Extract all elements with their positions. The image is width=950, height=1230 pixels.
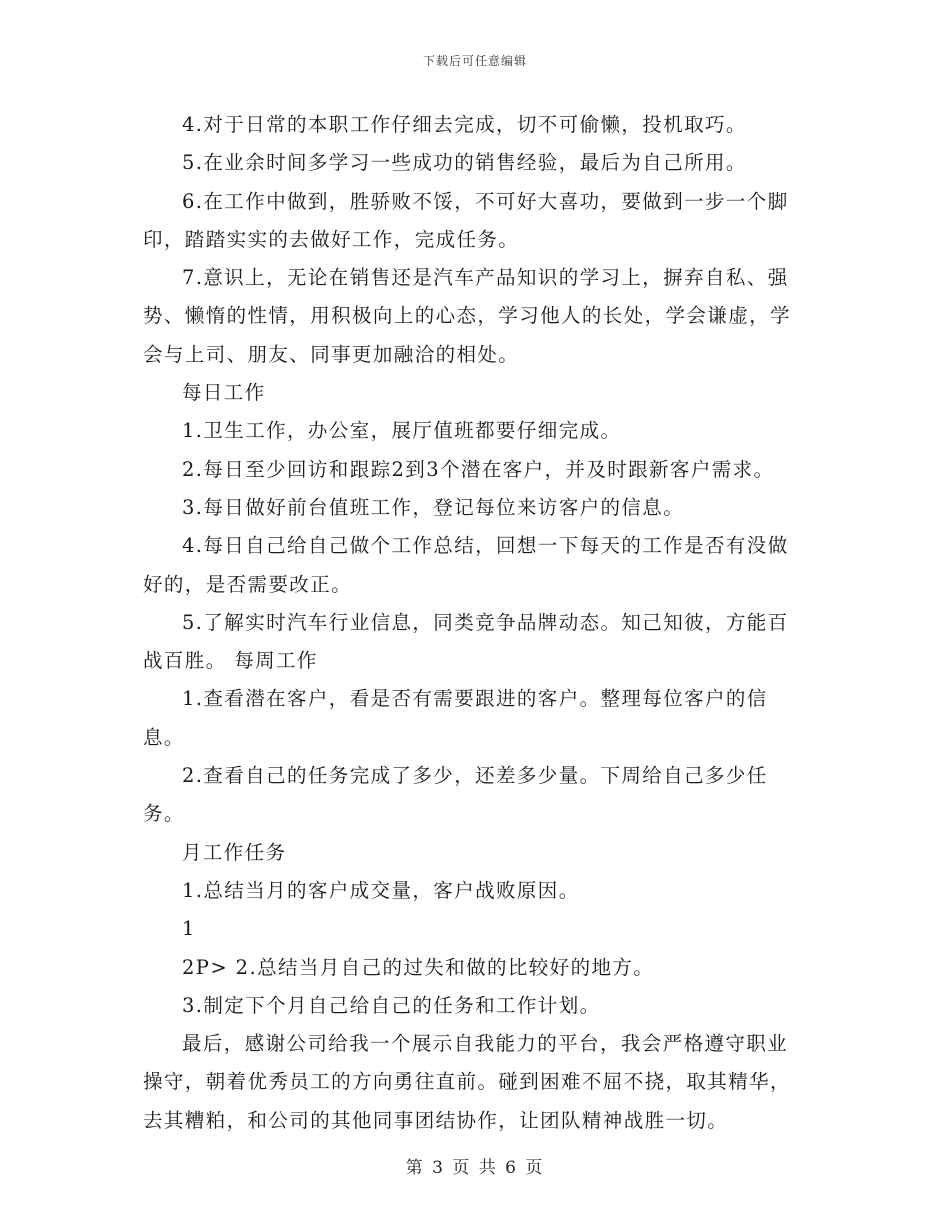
paragraph: 3.制定下个月自己给自己的任务和工作计划。 [182, 993, 601, 1017]
document-body [143, 106, 803, 1140]
paragraph: 2.每日至少回访和跟踪2到3个潜在客户，并及时跟新客户需求。 [182, 457, 775, 481]
paragraph: 5.了解实时汽车行业信息，同类竞争品牌动态。知己知彼，方能百战百胜。 每周工作 [143, 610, 789, 673]
page-number-footer: 第 3 页 共 6 页 [405, 1158, 545, 1178]
paragraph: 2.查看自己的任务完成了多少，还差多少量。下周给自己多少任务。 [143, 764, 768, 826]
paragraph: 1.卫生工作，办公室，展厅值班都要仔细完成。 [182, 419, 622, 443]
section-heading-monthly-tasks: 月工作任务 [182, 840, 287, 864]
paragraph: 4.对于日常的本职工作仔细去完成，切不可偷懒，投机取巧。 [182, 113, 747, 136]
paragraph: 7.意识上，无论在销售还是汽车产品知识的学习上，摒弃自私、强势、懒惰的性情，用积极向上的心态，学习他人的长处，学会谦虚，学会与上司、朋友、同事更加融洽的相处。 [143, 266, 791, 366]
paragraph: 1 [182, 917, 196, 941]
paragraph: 5.在业余时间多学习一些成功的销售经验，最后为自己所用。 [182, 151, 747, 175]
paragraph: 1.总结当月的客户成交量，客户战败原因。 [182, 878, 580, 902]
paragraph: 4.每日自己给自己做个工作总结，回想一下每天的工作是否有没做好的，是否需要改正。 [143, 534, 789, 596]
section-heading-daily-work: 每日工作 [182, 381, 266, 405]
paragraph: 1.查看潜在客户，看是否有需要跟进的客户。整理每位客户的信息。 [143, 687, 768, 749]
page-header: 下载后可任意编辑 [422, 54, 527, 68]
paragraph: 3.每日做好前台值班工作，登记每位来访客户的信息。 [182, 495, 685, 519]
paragraph: 2P> 2.总结当月自己的过失和做的比较好的地方。 [182, 955, 655, 979]
closing-paragraph: 最后，感谢公司给我一个展示自我能力的平台，我会严格遵守职业操守，朝着优秀员工的方向勇往直前。碰到困难不屈不挠，取其精华，去其糟粕，和公司的其他同事团结协作，让团队精神战胜一切。 [143, 1032, 791, 1132]
paragraph: 6.在工作中做到，胜骄败不馁，不可好大喜功，要做到一步一个脚印，踏踏实实的去做好工作，完成任务。 [143, 189, 789, 251]
